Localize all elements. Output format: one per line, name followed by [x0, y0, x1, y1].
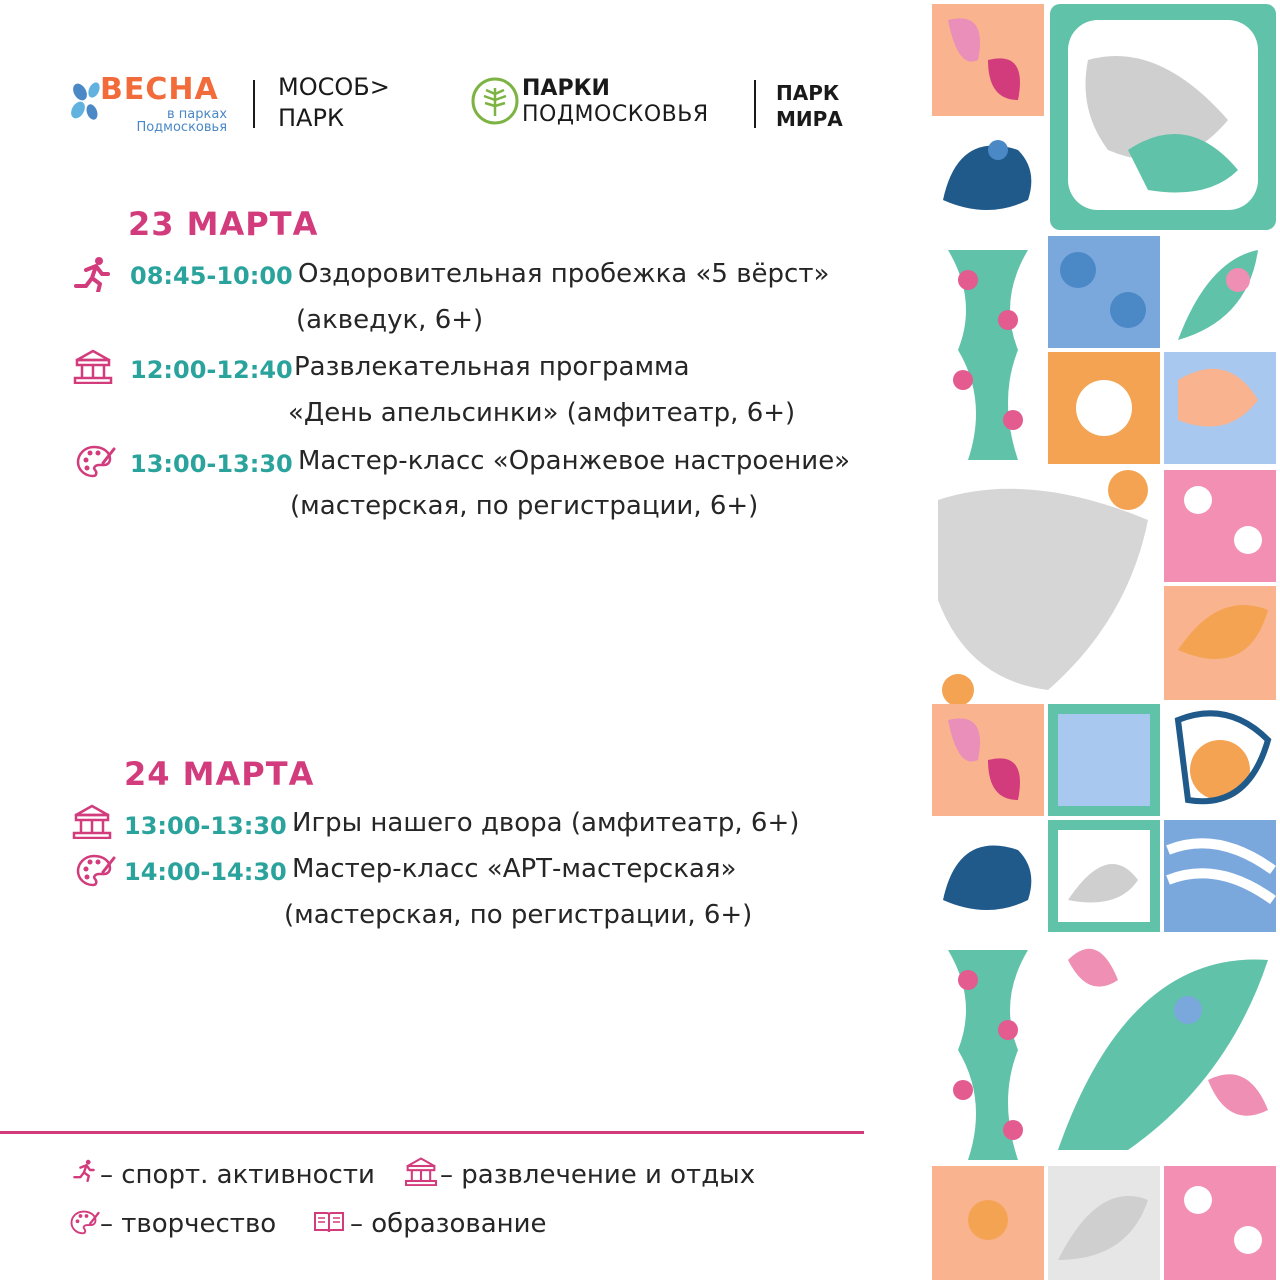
event-place: (мастерская, по регистрации, 6+) [284, 900, 753, 930]
event-title: Игры нашего двора (амфитеатр, 6+) [292, 808, 800, 838]
carousel-icon [404, 1156, 438, 1186]
event-time: 13:00-13:30 [124, 812, 287, 840]
event-title: Мастер-класс «Оранжевое настроение» [298, 446, 851, 476]
logo-divider [253, 80, 255, 128]
legend-fun: – развлечение и отдых [440, 1160, 756, 1190]
carousel-icon [73, 348, 113, 384]
running-icon [72, 1158, 96, 1182]
legend-edu: – образование [350, 1209, 547, 1239]
event-title: Оздоровительная пробежка «5 вёрст» [298, 259, 830, 289]
mosob-line1: МОСОБ> [278, 73, 390, 101]
event-time: 13:00-13:30 [130, 450, 293, 478]
event-title: Мастер-класс «АРТ-мастерская» [292, 854, 737, 884]
leaf-icon [470, 76, 520, 126]
palette-icon [76, 443, 116, 479]
carousel-icon [72, 803, 112, 839]
mosobpark-logo [278, 72, 390, 134]
palette-icon [76, 852, 116, 888]
vesna-sub-line2: Подмосковья [136, 120, 228, 135]
parki-line2: ПОДМОСКОВЬЯ [522, 102, 709, 127]
parkmira-line2: МИРА [776, 107, 843, 131]
mosob-line2: ПАРК [278, 104, 344, 132]
book-icon [313, 1210, 345, 1234]
parkmira-line1: ПАРК [776, 81, 840, 105]
legend-art: – творчество [100, 1209, 277, 1239]
floral-mosaic [928, 0, 1280, 1280]
legend-sport: – спорт. активности [100, 1160, 375, 1190]
drops-icon [70, 80, 104, 124]
event-place: (акведук, 6+) [296, 305, 484, 335]
vesna-logo [70, 72, 235, 135]
vesna-sub-line1: в парках [167, 107, 228, 122]
parki-line1: ПАРКИ [522, 76, 610, 101]
event-place: «День апельсинки» (амфитеатр, 6+) [288, 398, 796, 428]
day-title: 23 МАРТА [128, 205, 319, 243]
vesna-title: ВЕСНА [100, 72, 219, 107]
legend-divider [0, 1131, 864, 1134]
logo-divider-2 [754, 80, 756, 128]
event-time: 12:00-12:40 [130, 356, 293, 384]
running-icon [72, 256, 112, 292]
parki-logo [522, 76, 709, 128]
event-time: 14:00-14:30 [124, 858, 287, 886]
logo-row [70, 70, 870, 140]
palette-icon [70, 1208, 100, 1236]
event-title: Развлекательная программа [294, 352, 690, 382]
event-place: (мастерская, по регистрации, 6+) [290, 491, 759, 521]
vesna-subtitle [130, 108, 227, 134]
parkmira-logo [776, 80, 843, 132]
event-time: 08:45-10:00 [130, 262, 293, 290]
day-title: 24 МАРТА [124, 755, 315, 793]
